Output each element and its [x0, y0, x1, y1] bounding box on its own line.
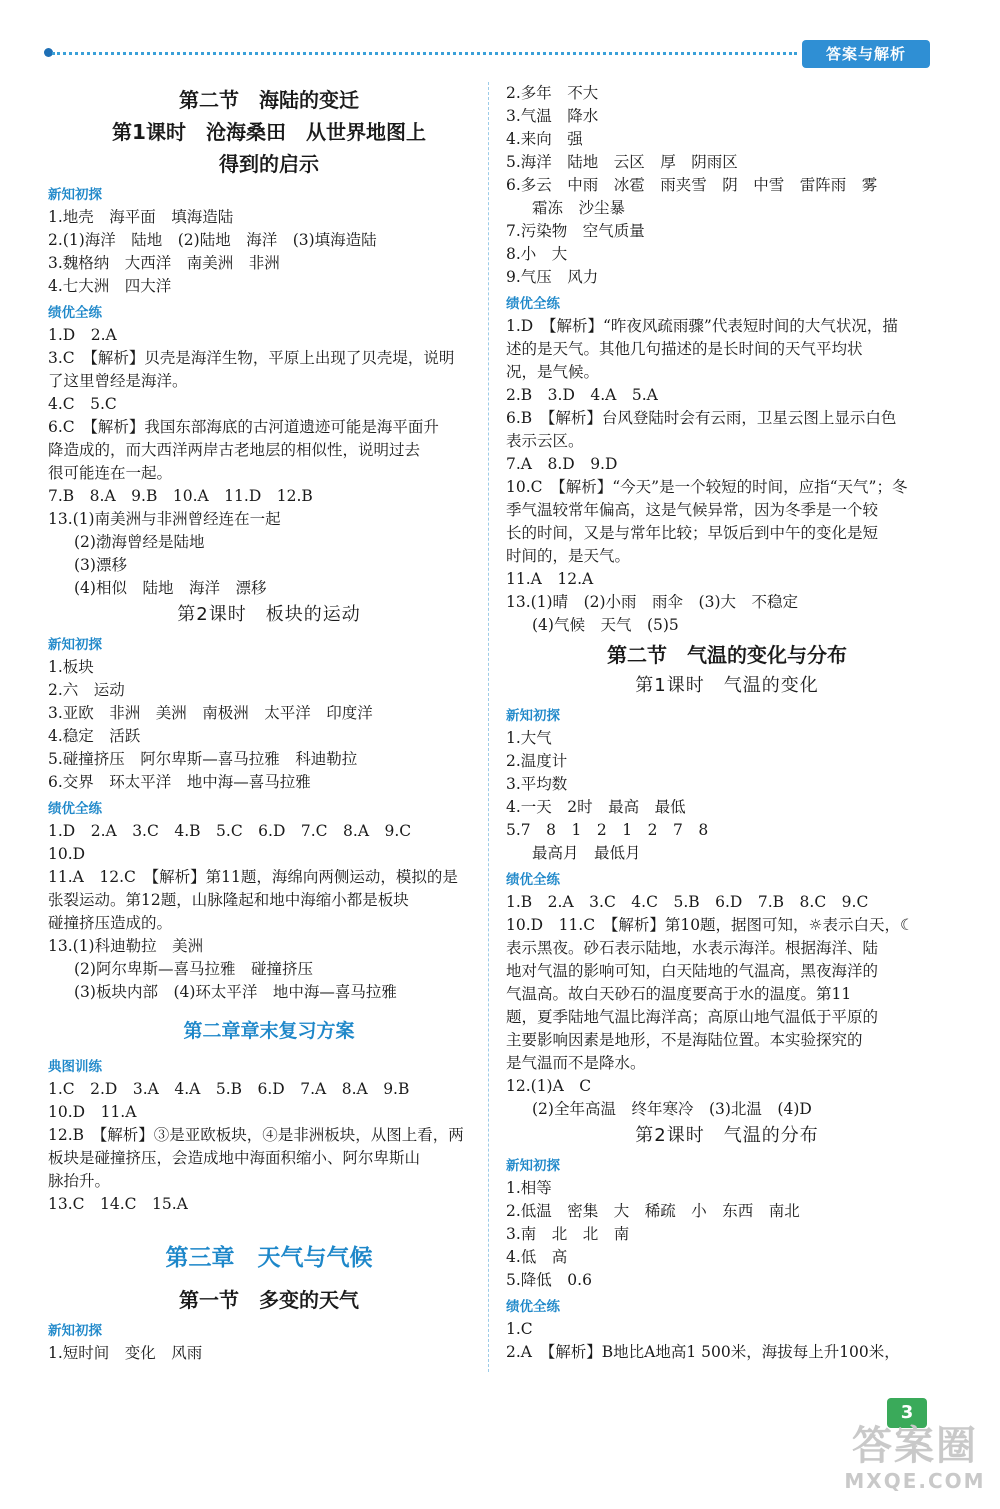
answer-line: 4.C 5.C: [48, 395, 117, 413]
answer-line: 7.B 8.A 9.B 10.A 11.D 12.B: [48, 487, 313, 505]
answer-line: 1.大气: [506, 729, 552, 747]
page-number: 3: [887, 1398, 927, 1428]
answer-line: 8.小 大: [506, 245, 568, 263]
answer-line: 2.A 【解析】B地比A地高1 500米，海拔每上升100米，: [506, 1343, 900, 1361]
subsection-label: 新知初探: [48, 187, 102, 203]
answer-line: 1.D 【解析】“昨夜风疏雨骤”代表短时间的大气状况，描: [506, 317, 898, 335]
answer-line: 7.污染物 空气质量: [506, 222, 645, 240]
watermark-logo: [840, 1422, 990, 1502]
answer-line: 4.低 高: [506, 1248, 568, 1266]
answer-line: 6.B 【解析】台风登陆时会有云雨，卫星云图上显示白色: [506, 409, 897, 427]
answer-line: 很可能连在一起。: [48, 464, 173, 482]
answer-line: 霜冻 沙尘暴: [532, 199, 626, 217]
lesson-title: 得到的启示: [219, 152, 319, 176]
answer-line: 碰撞挤压造成的。: [48, 914, 173, 932]
section-title: 第二节 海陆的变迁: [179, 88, 359, 112]
answer-line: 12.(1)A C: [506, 1077, 592, 1095]
watermark-text: 答案圈: [852, 1423, 978, 1469]
header-dotted-rule: [52, 52, 797, 55]
answer-line: 2.低温 密集 大 稀疏 小 东西 南北: [506, 1202, 800, 1220]
answer-line: 表示黑夜。砂石表示陆地，水表示海洋。根据海洋、陆: [506, 939, 879, 957]
answer-line: 长的时间，又是与常年比较；早饭后到中午的变化是短: [506, 524, 879, 542]
subsection-label: 新知初探: [506, 708, 560, 724]
answer-line: 是气温而不是降水。: [506, 1054, 646, 1072]
answer-line: 3.亚欧 非洲 美洲 南极洲 太平洋 印度洋: [48, 704, 373, 722]
answer-line: 季气温较常年偏高，这是气候异常，因为冬季是一个较: [506, 501, 879, 519]
subsection-label: 绩优全练: [506, 296, 560, 312]
column-divider: [488, 82, 489, 1372]
answer-line: 主要影响因素是地形，不是海陆位置。本实验探究的: [506, 1031, 863, 1049]
answer-line: 6.交界 环太平洋 地中海—喜马拉雅: [48, 773, 311, 791]
answer-line: 3.C 【解析】贝壳是海洋生物，平原上出现了贝壳堤，说明: [48, 349, 455, 367]
subsection-label: 绩优全练: [48, 305, 102, 321]
answer-line: 5.7 8 1 2 1 2 7 8: [506, 821, 709, 839]
answer-line: 1.D 2.A 3.C 4.B 5.C 6.D 7.C 8.A 9.C: [48, 822, 412, 840]
answer-line: 2.温度计: [506, 752, 568, 770]
answer-line: 5.降低 0.6: [506, 1271, 592, 1289]
answer-line: (3)漂移: [74, 556, 127, 574]
subsection-label: 新知初探: [48, 1323, 102, 1339]
chapter-title: 第三章 天气与气候: [165, 1245, 373, 1271]
answer-line: 13.(1)科迪勒拉 美洲: [48, 937, 204, 955]
answer-line: (2)阿尔卑斯—喜马拉雅 碰撞挤压: [74, 960, 313, 978]
subsection-label: 新知初探: [48, 637, 102, 653]
answer-line: 1.板块: [48, 658, 94, 676]
watermark-url: MXQE.COM: [844, 1469, 986, 1493]
answer-line: 5.海洋 陆地 云区 厚 阴雨区: [506, 153, 738, 171]
answer-line: 3.魏格纳 大西洋 南美洲 非洲: [48, 254, 280, 272]
review-title: 第二章章末复习方案: [183, 1020, 355, 1042]
subsection-label: 新知初探: [506, 1158, 560, 1174]
answer-line: 3.平均数: [506, 775, 568, 793]
answer-line: 1.相等: [506, 1179, 552, 1197]
answer-line: 气温高。故白天砂石的温度要高于水的温度。第11: [506, 985, 852, 1003]
answer-line: 10.C 【解析】“今天”是一个较短的时间，应指“天气”；冬: [506, 478, 908, 496]
answer-line: (4)相似 陆地 海洋 漂移: [74, 579, 267, 597]
answer-line: 6.多云 中雨 冰雹 雨夹雪 阴 中雪 雷阵雨 雾: [506, 176, 878, 194]
lesson-title: 第2课时 板块的运动: [177, 604, 361, 625]
answer-line: 7.A 8.D 9.D: [506, 455, 618, 473]
answer-line: (3)板块内部 (4)环太平洋 地中海—喜马拉雅: [74, 983, 397, 1001]
answer-line: 9.气压 风力: [506, 268, 599, 286]
answer-line: 2.六 运动: [48, 681, 125, 699]
answer-line: 张裂运动。第12题，山脉隆起和地中海缩小都是板块: [48, 891, 409, 909]
lesson-title: 第1课时 气温的变化: [635, 675, 819, 696]
answer-line: 3.气温 降水: [506, 107, 599, 125]
answer-line: 5.碰撞挤压 阿尔卑斯—喜马拉雅 科迪勒拉: [48, 750, 358, 768]
answer-line: 1.B 2.A 3.C 4.C 5.B 6.D 7.B 8.C 9.C: [506, 893, 869, 911]
answer-line: 地对气温的影响可知，白天陆地的气温高，黑夜海洋的: [506, 962, 879, 980]
answer-line: 4.七大洲 四大洋: [48, 277, 172, 295]
answer-line: 13.C 14.C 15.A: [48, 1195, 188, 1213]
answer-line: 11.A 12.C 【解析】第11题，海绵向两侧运动，模拟的是: [48, 868, 458, 886]
answer-line: 6.C 【解析】我国东部海底的古河道遗迹可能是海平面升: [48, 418, 439, 436]
answer-line: 10.D 11.C 【解析】第10题，据图可知，☼表示白天，☾: [506, 916, 914, 934]
header-badge: 答案与解析: [802, 40, 930, 68]
answer-line: 1.地壳 海平面 填海造陆: [48, 208, 234, 226]
section-title: 第二节 气温的变化与分布: [607, 643, 847, 667]
answer-line: 1.C: [506, 1320, 533, 1338]
answer-line: (4)气候 天气 (5)5: [532, 616, 679, 634]
answer-line: 述的是天气。其他几句描述的是长时间的天气平均状: [506, 340, 863, 358]
answer-line: 2.B 3.D 4.A 5.A: [506, 386, 658, 404]
lesson-title: 第2课时 气温的分布: [635, 1125, 819, 1146]
answer-line: 2.(1)海洋 陆地 (2)陆地 海洋 (3)填海造陆: [48, 231, 377, 249]
right-column: [506, 82, 948, 1364]
answer-line: 了这里曾经是海洋。: [48, 372, 188, 390]
answer-line: 况，是气候。: [506, 363, 600, 381]
answer-line: 最高月 最低月: [532, 844, 641, 862]
answer-line: 表示云区。: [506, 432, 584, 450]
answer-line: 时间的，是天气。: [506, 547, 631, 565]
answer-line: 脉抬升。: [48, 1172, 111, 1190]
answer-line: 板块是碰撞挤压，会造成地中海面积缩小、阿尔卑斯山: [48, 1149, 421, 1167]
answer-line: 13.(1)南美洲与非洲曾经连在一起: [48, 510, 281, 528]
answer-line: (2)全年高温 终年寒冷 (3)北温 (4)D: [532, 1100, 812, 1118]
answer-line: 13.(1)晴 (2)小雨 雨伞 (3)大 不稳定: [506, 593, 799, 611]
section-title: 第一节 多变的天气: [179, 1288, 359, 1312]
lesson-title: 第1课时 沧海桑田 从世界地图上: [112, 120, 426, 144]
answer-line: 2.多年 不大: [506, 84, 599, 102]
answer-line: 1.D 2.A: [48, 326, 117, 344]
answer-line: 1.C 2.D 3.A 4.A 5.B 6.D 7.A 8.A 9.B: [48, 1080, 410, 1098]
subsection-label: 绩优全练: [506, 872, 560, 888]
answer-line: 题，夏季陆地气温比海洋高；高原山地气温低于平原的: [506, 1008, 879, 1026]
subsection-label: 绩优全练: [48, 801, 102, 817]
answer-line: 降造成的，而大西洋两岸古老地层的相似性，说明过去: [48, 441, 421, 459]
answer-line: 12.B 【解析】③是亚欧板块，④是非洲板块，从图上看，两: [48, 1126, 464, 1144]
answer-line: 4.来向 强: [506, 130, 583, 148]
answer-line: 3.南 北 北 南: [506, 1225, 630, 1243]
answer-line: 4.稳定 活跃: [48, 727, 141, 745]
answer-line: 10.D: [48, 845, 86, 863]
left-column: [48, 82, 490, 1365]
subsection-label: 典图训练: [48, 1059, 102, 1075]
answer-line: 1.短时间 变化 风雨: [48, 1344, 203, 1362]
answer-line: 4.一天 2时 最高 最低: [506, 798, 686, 816]
answer-line: (2)渤海曾经是陆地: [74, 533, 205, 551]
answer-line: 11.A 12.A: [506, 570, 594, 588]
answer-line: 10.D 11.A: [48, 1103, 137, 1121]
subsection-label: 绩优全练: [506, 1299, 560, 1315]
